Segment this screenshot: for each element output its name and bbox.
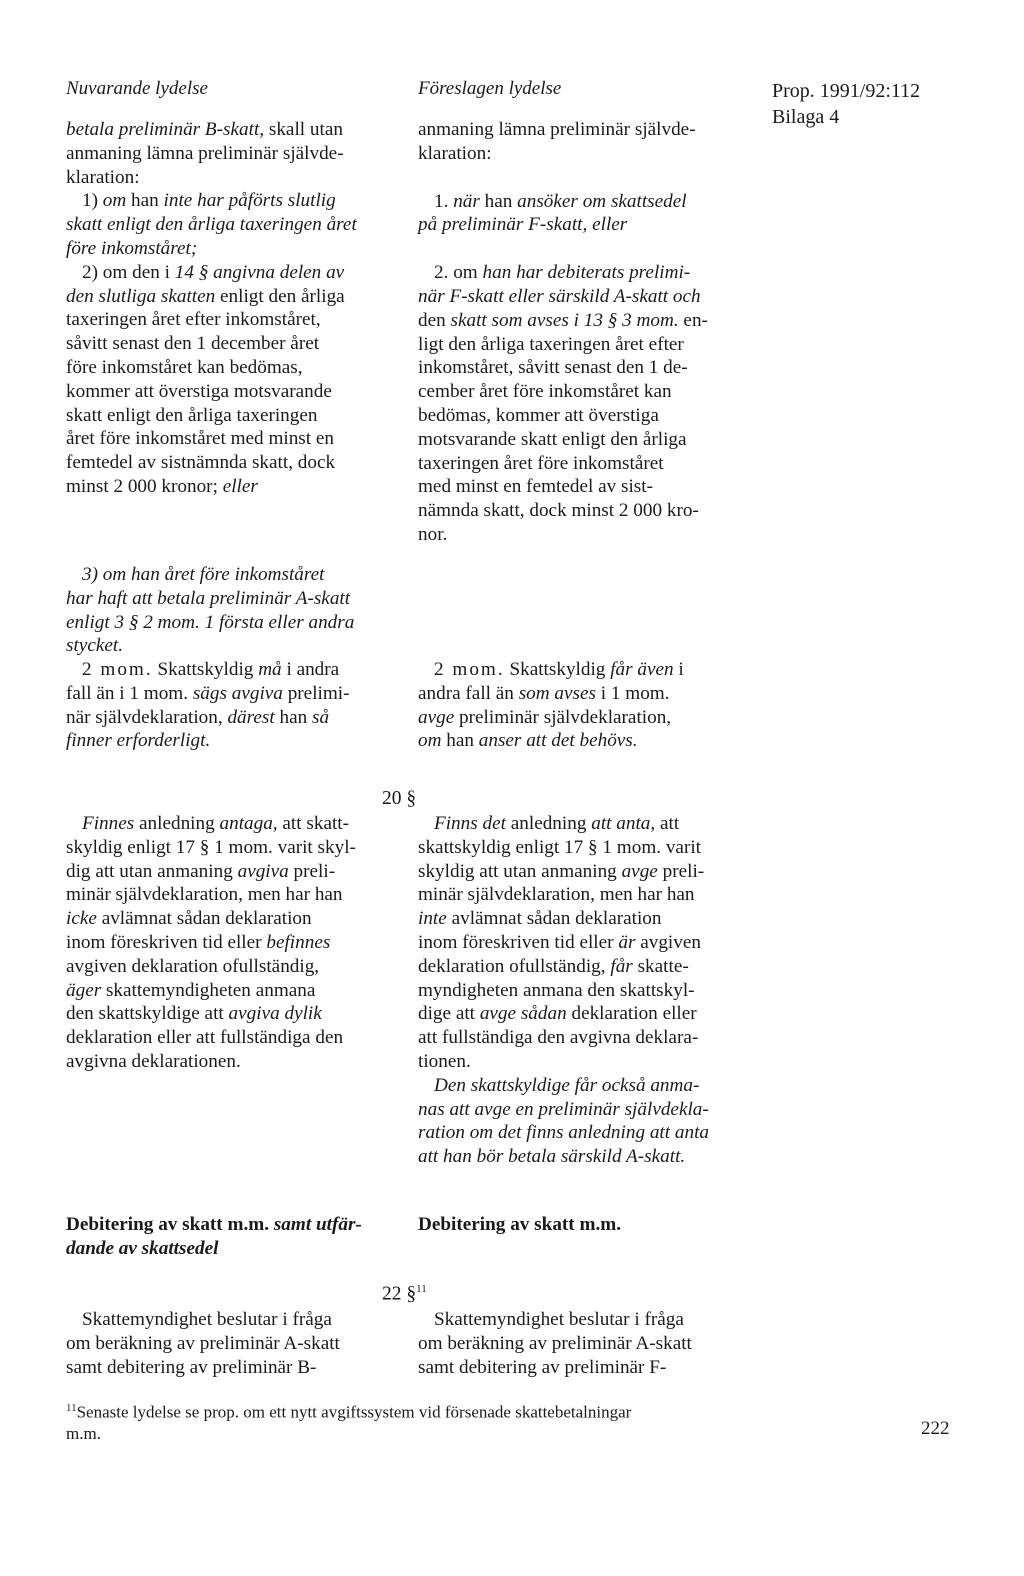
text-line: ligt den årliga taxeringen året efter (418, 333, 684, 355)
current-heading-italic-2: dande av skattsedel (66, 1238, 219, 1259)
text-line: femtedel av sistnämnda skatt, dock (66, 452, 336, 474)
text-line: andra fall än som avses i 1 mom. (418, 682, 670, 704)
text-line: enligt 3 § 2 mom. 1 första eller andra (66, 611, 355, 633)
text-line: betala preliminär B-skatt, skall utan (66, 119, 343, 140)
text-line: när F-skatt eller särskild A-skatt och (418, 285, 701, 307)
text-line: deklaration ofullständig, får skatte- (418, 955, 689, 977)
text-line: före inkomståret; (66, 237, 198, 259)
current-wording-section-20 (66, 812, 390, 1074)
proposed-heading: Debitering av skatt m.m. (418, 1214, 622, 1235)
text-line: tionen. (418, 1050, 471, 1072)
text-line: Skattemyndighet beslutar i fråga (434, 1309, 684, 1330)
text-line: dige att avge sådan deklaration eller (418, 1003, 697, 1025)
text-line: 1. när han ansöker om skattsedel (434, 190, 687, 212)
text-line: 2) om den i 14 § angivna delen av (82, 261, 345, 283)
text-line: avgivna deklarationen. (66, 1050, 241, 1072)
text-line: 1) om han inte har påförts slutlig (82, 190, 336, 212)
current-wording-item-3 (66, 563, 390, 658)
current-heading-italic: samt utfär- (273, 1214, 362, 1235)
proposed-wording-section-22 (418, 1308, 750, 1379)
text-line: Skattemyndighet beslutar i fråga (82, 1309, 332, 1330)
text-line: minst 2 000 kronor; eller (66, 475, 258, 497)
text-line: betala preliminär B-skatt, (66, 119, 265, 140)
current-wording-section-22 (66, 1308, 390, 1379)
text-line: inte avlämnat sådan deklaration (418, 908, 662, 930)
text-line: fall än i 1 mom. sägs avgiva prelimi- (66, 682, 350, 704)
text-line: taxeringen året efter inkomståret, (66, 309, 321, 331)
proposed-wording-section-20 (418, 812, 750, 1169)
text-line: klaration: (66, 166, 140, 188)
text-line: 3) om han året före inkomståret (82, 564, 325, 585)
section-22-label: 22 §$^{11}$ (382, 1283, 427, 1305)
proposed-wording-paragraph-1 (418, 118, 750, 547)
text-line: 2 mom. Skattskyldig får även i (434, 659, 684, 680)
text-line: inom föreskriven tid eller är avgiven (418, 931, 701, 953)
text-line: inom föreskriven tid eller befinnes (66, 931, 331, 953)
text-line: skatt enligt den årliga taxeringen året (66, 214, 357, 236)
page-number: 222 (921, 1418, 950, 1439)
text-line: myndigheten anmana den skattskyl- (418, 979, 695, 1001)
text-line: anmaning lämna preliminär självde- (418, 119, 696, 140)
appendix-label: Bilaga 4 (772, 106, 840, 128)
text-line: den slutliga skatten enligt den årliga (66, 285, 345, 307)
text-line: skyldig enligt 17 § 1 mom. varit skyl- (66, 836, 356, 858)
text-line: icke avlämnat sådan deklaration (66, 908, 312, 930)
text-line (418, 237, 750, 261)
text-line: Den skattskyldige får också anma- (434, 1074, 700, 1096)
right-column-title: Föreslagen lydelse (418, 78, 562, 99)
proposed-wording-section-20-paragraph-2 (418, 1074, 750, 1169)
text-line: nor. (418, 523, 448, 545)
text-line: anmaning lämna preliminär självde- (66, 142, 344, 164)
text-line: att han bör betala särskild A-skatt. (418, 1146, 686, 1168)
text-line: året före inkomståret med minst en (66, 428, 335, 450)
text-line: samt debitering av preliminär B- (66, 1356, 317, 1378)
text-line: minär självdeklaration, men har han (418, 884, 695, 906)
text-line: skyldig att utan anmaning avge preli- (418, 860, 705, 882)
text-line: klaration: (418, 142, 492, 164)
section-20-label: 20 § (382, 788, 417, 809)
text-line: om han anser att det behövs. (418, 730, 638, 752)
footnote-text: m.m. (66, 1423, 101, 1443)
text-line: den skattskyldige att avgiva dylik (66, 1003, 322, 1025)
text-line: om beräkning av preliminär A-skatt (66, 1332, 340, 1354)
text-line: motsvarande skatt enligt den årliga (418, 428, 687, 450)
footnote-text: Senaste lydelse se prop. om ett nytt avgiftssystem vid försenade skattebetalningar (76, 1402, 632, 1422)
text-line: äger skattemyndigheten anmana (66, 979, 316, 1001)
text-line: taxeringen året före inkomståret (418, 452, 664, 474)
footnote (66, 1398, 766, 1444)
text-line: ration om det finns anledning att anta (418, 1122, 710, 1144)
proposed-wording-mom-2 (418, 658, 750, 753)
text-line: nas att avge en preliminär självdekla- (418, 1098, 709, 1120)
text-line: såvitt senast den 1 december året (66, 333, 320, 355)
text-line: deklaration eller att fullständiga den (66, 1027, 344, 1049)
text-line: när självdeklaration, därest han så (66, 706, 330, 728)
text-line: finner erforderligt. (66, 730, 211, 752)
text-line: har haft att betala preliminär A-skatt (66, 587, 351, 609)
text-line: om beräkning av preliminär A-skatt (418, 1332, 692, 1354)
text-line: före inkomståret kan bedömas, (66, 356, 303, 378)
text-line: 2 mom. Skattskyldig må i andra (82, 659, 340, 680)
text-line: nämnda skatt, dock minst 2 000 kro- (418, 500, 699, 522)
text-line: med minst en femtedel av sist- (418, 476, 653, 498)
text-line: inkomståret, såvitt senast den 1 de- (418, 357, 688, 379)
text-line: den skatt som avses i 13 § 3 mom. en- (418, 309, 708, 331)
text-line: Finns det anledning att anta, att (434, 813, 680, 834)
left-column-title: Nuvarande lydelse (66, 78, 208, 99)
text-line: stycket. (66, 635, 123, 657)
footnote-number: 11 (66, 1402, 77, 1414)
text-line: Finnes anledning antaga, att skatt- (82, 813, 350, 834)
text-line: bedömas, kommer att överstiga (418, 404, 659, 426)
text-line: samt debitering av preliminär F- (418, 1356, 667, 1378)
text-line: dig att utan anmaning avgiva preli- (66, 860, 336, 882)
current-heading-bold: Debitering av skatt m.m. (66, 1214, 270, 1235)
text-line: skattskyldig enligt 17 § 1 mom. varit (418, 836, 701, 858)
text-line: skatt enligt den årliga taxeringen (66, 404, 318, 426)
text-line: avgiven deklaration ofullständig, (66, 955, 320, 977)
text-line: cember året före inkomståret kan (418, 381, 672, 403)
prop-reference: Prop. 1991/92:112 (772, 80, 921, 102)
text-line: att fullständiga den avgivna deklara- (418, 1027, 699, 1049)
text-line: på preliminär F-skatt, eller (418, 214, 628, 236)
current-wording-paragraph-1 (66, 118, 390, 499)
text-line: avge preliminär självdeklaration, (418, 706, 672, 728)
footnote-reference: 11 (416, 1283, 427, 1295)
text-line: kommer att överstiga motsvarande (66, 380, 332, 402)
current-wording-mom-2 (66, 658, 390, 753)
text-line (418, 166, 750, 190)
current-heading (66, 1213, 390, 1261)
text-line: minär självdeklaration, men har han (66, 884, 343, 906)
text-line: 2. om han har debiterats prelimi- (434, 262, 691, 284)
